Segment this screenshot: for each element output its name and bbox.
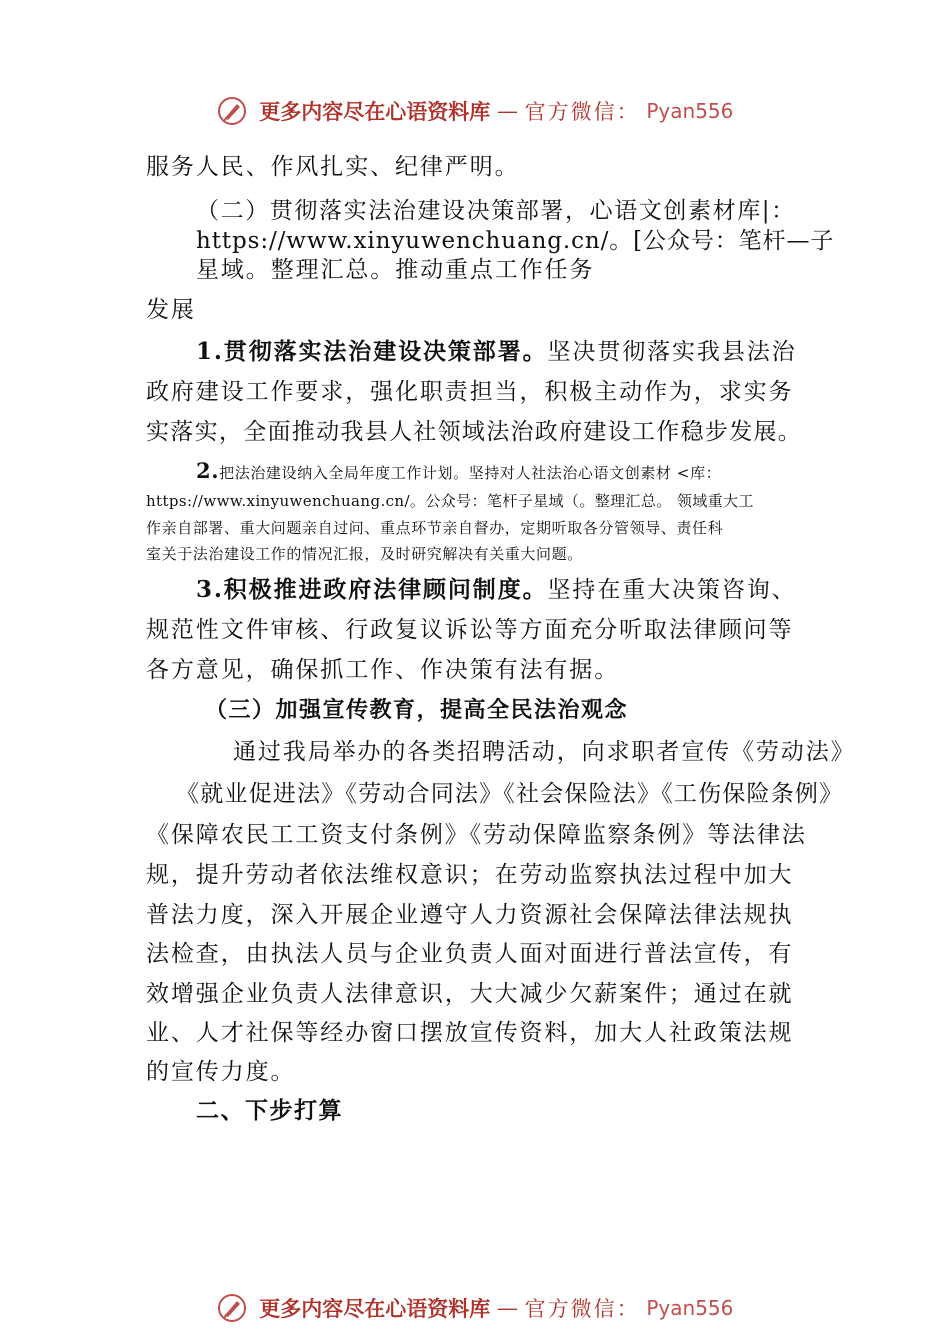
item-heading: 1.贯彻落实法治建设决策部署。: [196, 338, 548, 365]
text-line: https://www.xinyuwenchuang.cn/。[公众号：笔杆—子: [196, 228, 835, 254]
text-line: 的宣传力度。: [146, 1059, 296, 1085]
text-line: 业、人才社保等经办窗口摆放宣传资料，加大人社政策法规: [146, 1020, 794, 1046]
text-line: 《保障农民工工资支付条例》《劳动保障监察条例》等法律法: [146, 822, 807, 848]
text-line: https://www.xinyuwenchuang.cn/。公众号：笔杆子星域（。整理汇总。 领域重大工: [146, 492, 754, 510]
text-line: 室关于法治建设工作的情况汇报，及时研究解决有关重大问题。: [146, 545, 583, 563]
paragraph-line: [196, 337, 797, 367]
item-number: 2.: [196, 458, 220, 483]
banner-main-text: 更多内容尽在心语资料库: [259, 1296, 491, 1321]
banner-separator: —: [496, 1296, 518, 1320]
banner-wechat-label: 官方微信：: [524, 100, 640, 124]
text-line: 规范性文件审核、行政复议诉讼等方面充分听取法律顾问等: [146, 617, 794, 643]
text-line: 效增强企业负责人法律意识，大大减少欠薪案件；通过在就: [146, 981, 794, 1007]
banner-wechat-label: 官方微信：: [524, 1297, 640, 1321]
text-line: 规，提升劳动者依法维权意识；在劳动监察执法过程中加大: [146, 862, 794, 888]
text-line: 发展: [146, 297, 196, 323]
text-span: 坚持在重大决策咨询、: [547, 577, 797, 603]
section-heading: （二）贯彻落实法治建设决策部署，心语文创素材库|：: [196, 198, 796, 224]
banner-wechat-id: Pyan556: [646, 99, 734, 123]
text-line: 各方意见，确保抓工作、作决策有法有据。: [146, 657, 620, 683]
text-line: 服务人民、作风扎实、纪律严明。: [146, 154, 520, 180]
text-span: 坚决贯彻落实我县法治: [547, 339, 797, 365]
banner-separator: —: [496, 99, 518, 123]
text-line: 星域。整理汇总。推动重点工作任务: [196, 257, 595, 283]
text-line: 普法力度，深入开展企业遵守人力资源社会保障法律法规执: [146, 902, 794, 928]
text-line: 作亲自部署、重大问题亲自过问、重点环节亲自督办，定期听取各分管领导、责任科: [146, 519, 724, 537]
banner-wechat-id: Pyan556: [646, 1296, 734, 1320]
text-line: 《就业促进法》《劳动合同法》《社会保险法》《工伤保险条例》: [176, 781, 844, 807]
banner-main-text: 更多内容尽在心语资料库: [259, 99, 491, 124]
text-line: 政府建设工作要求，强化职责担当，积极主动作为，求实务: [146, 379, 794, 405]
paragraph-line: [196, 460, 721, 484]
paragraph-line: [196, 575, 797, 605]
text-line: 法检查，由执法人员与企业负责人面对面进行普法宣传，有: [146, 941, 794, 967]
text-span: 把法治建设纳入全局年度工作计划。坚持对人社法治心语文创素材 <库：: [219, 464, 722, 482]
item-heading: 3.积极推进政府法律顾问制度。: [196, 576, 548, 603]
text-line: 通过我局举办的各类招聘活动，向求职者宣传《劳动法》: [233, 739, 856, 765]
header-watermark: [0, 96, 950, 126]
section-heading: （三）加强宣传教育，提高全民法治观念: [205, 697, 629, 723]
quill-logo-icon: [217, 1293, 247, 1323]
quill-logo-icon: [217, 96, 247, 126]
section-heading: 二、下步打算: [196, 1097, 343, 1124]
text-line: 实落实，全面推动我县人社领域法治政府建设工作稳步发展。: [146, 419, 803, 445]
footer-watermark: [0, 1293, 950, 1323]
